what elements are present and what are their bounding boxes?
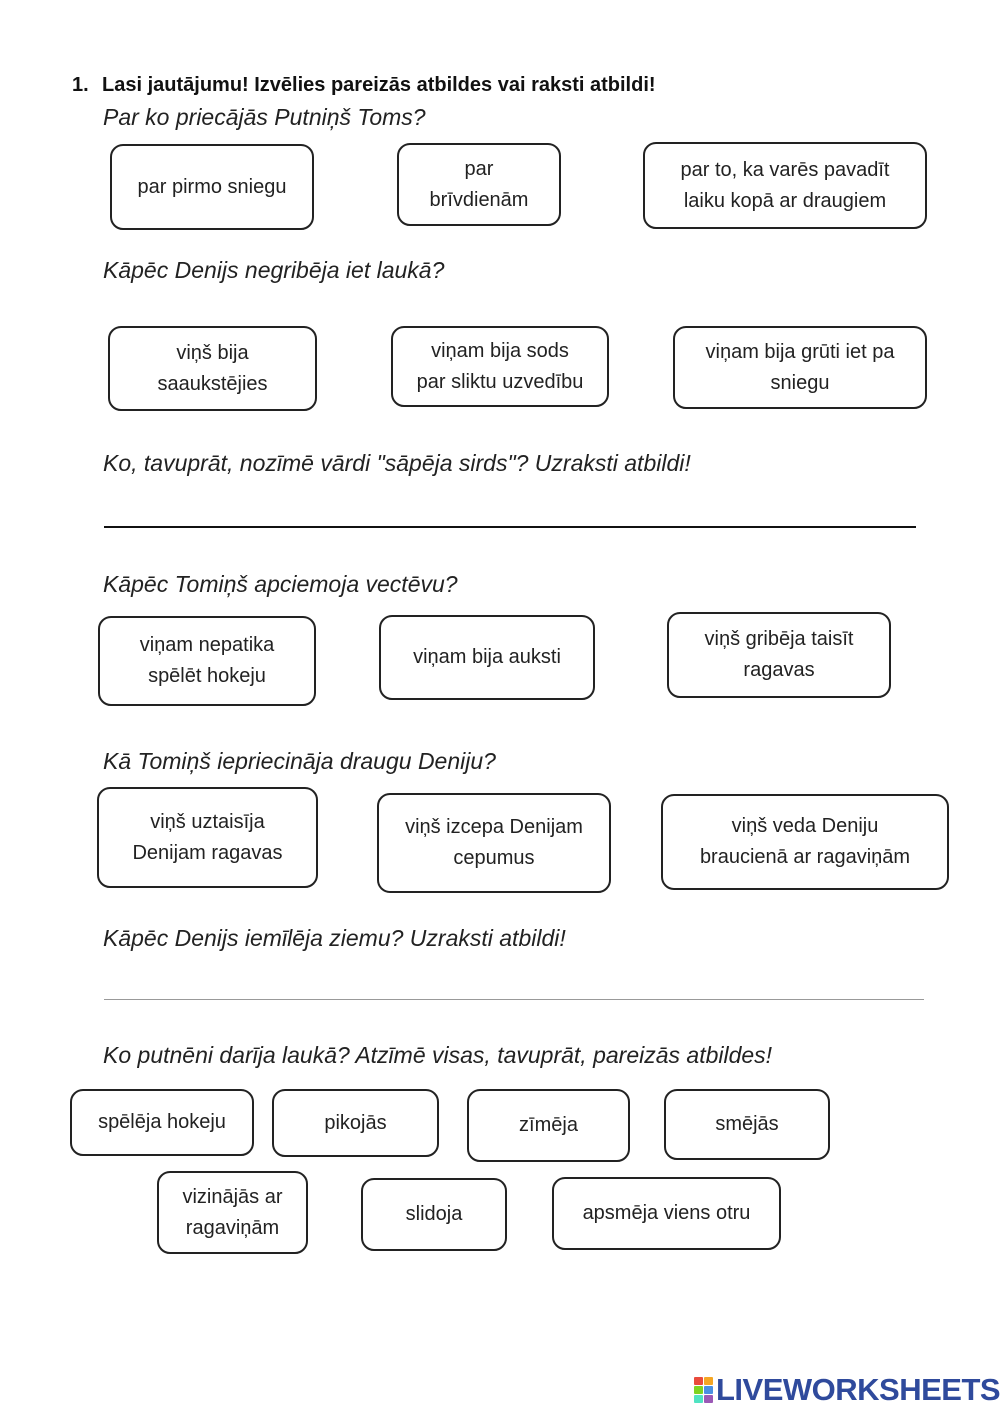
answer-option[interactable]: viņam bija auksti xyxy=(379,615,595,700)
answer-option[interactable]: viņš izcepa Denijam cepumus xyxy=(377,793,611,893)
answer-option[interactable]: slidoja xyxy=(361,1178,507,1251)
answer-option[interactable]: viņam bija grūti iet pa sniegu xyxy=(673,326,927,409)
answer-option[interactable]: par brīvdienām xyxy=(397,143,561,226)
answer-option[interactable]: par to, ka varēs pavadīt laiku kopā ar draugiem xyxy=(643,142,927,229)
answer-option[interactable]: zīmēja xyxy=(467,1089,630,1162)
answer-line[interactable] xyxy=(104,526,916,528)
question-4: Kāpēc Tomiņš apciemoja vectēvu? xyxy=(103,571,458,597)
answer-option[interactable]: viņam bija sods par sliktu uzvedību xyxy=(391,326,609,407)
liveworksheets-logo[interactable] xyxy=(694,1374,1000,1406)
answer-option[interactable]: viņš veda Deniju braucienā ar ragaviņām xyxy=(661,794,949,890)
answer-option[interactable]: viņš bija saaukstējies xyxy=(108,326,317,411)
answer-option[interactable]: par pirmo sniegu xyxy=(110,144,314,230)
answer-option[interactable]: pikojās xyxy=(272,1089,439,1157)
answer-option[interactable]: spēlēja hokeju xyxy=(70,1089,254,1156)
answer-option[interactable]: smējās xyxy=(664,1089,830,1160)
answer-line[interactable] xyxy=(104,999,924,1000)
question-6: Kāpēc Denijs iemīlēja ziemu? Uzraksti atbildi! xyxy=(103,925,566,951)
exercise-number: 1. xyxy=(72,74,89,96)
answer-option[interactable]: viņš uztaisīja Denijam ragavas xyxy=(97,787,318,888)
answer-option[interactable]: viņam nepatika spēlēt hokeju xyxy=(98,616,316,706)
question-5: Kā Tomiņš iepriecināja draugu Deniju? xyxy=(103,748,496,774)
answer-option[interactable]: vizinājās ar ragaviņām xyxy=(157,1171,308,1254)
logo-text: LIVEWORKSHEETS xyxy=(716,1372,1000,1407)
exercise-heading xyxy=(72,74,656,97)
answer-option[interactable]: apsmēja viens otru xyxy=(552,1177,781,1250)
answer-option[interactable]: viņš gribēja taisīt ragavas xyxy=(667,612,891,698)
question-3: Ko, tavuprāt, nozīmē vārdi "sāpēja sirds"? Uzraksti atbildi! xyxy=(103,450,691,476)
question-1: Par ko priecājās Putniņš Toms? xyxy=(103,104,426,130)
question-2: Kāpēc Denijs negribēja iet laukā? xyxy=(103,257,445,283)
liveworksheets-logo-icon xyxy=(694,1377,714,1403)
question-7: Ko putnēni darīja laukā? Atzīmē visas, tavuprāt, pareizās atbildes! xyxy=(103,1042,773,1068)
exercise-instruction: Lasi jautājumu! Izvēlies pareizās atbildes vai raksti atbildi! xyxy=(102,74,656,96)
